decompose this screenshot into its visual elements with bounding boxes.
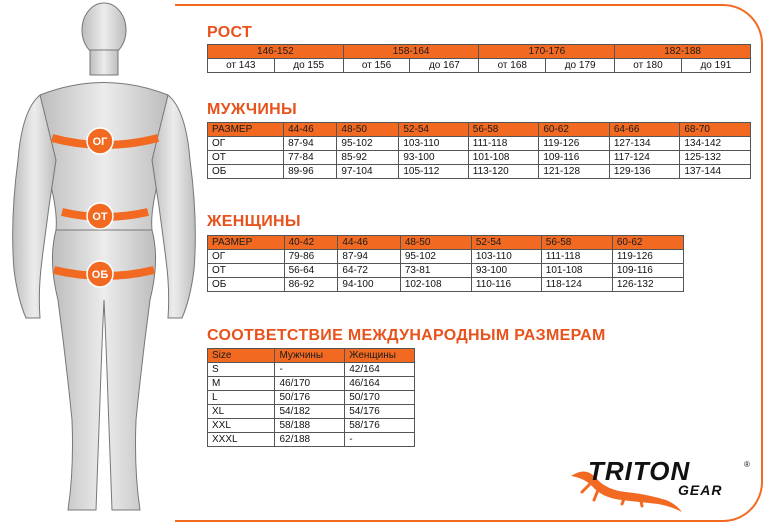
table-row	[208, 165, 751, 179]
height-title: РОСТ	[207, 24, 253, 41]
table-cell: XXL	[208, 419, 275, 433]
intl-table	[207, 348, 415, 447]
table-header-cell: 56-58	[468, 123, 539, 137]
table-cell: 110-116	[471, 278, 541, 292]
height-range: 146-152	[208, 45, 344, 59]
table-row	[208, 264, 684, 278]
table-cell: 117-124	[609, 151, 680, 165]
table-cell: 101-108	[468, 151, 539, 165]
table-cell: 101-108	[541, 264, 612, 278]
table-cell: 50/170	[345, 391, 415, 405]
table-row	[208, 363, 415, 377]
table-cell: ОГ	[208, 250, 285, 264]
table-cell: ОТ	[208, 151, 284, 165]
women-table	[207, 235, 684, 292]
logo-sub: GEAR	[678, 482, 723, 498]
chest-label: ОГ	[92, 136, 108, 148]
table-header-cell: РАЗМЕР	[208, 236, 285, 250]
table-cell: 109-116	[539, 151, 610, 165]
table-cell: XXXL	[208, 433, 275, 447]
table-cell: 126-132	[612, 278, 683, 292]
table-cell: 137-144	[680, 165, 751, 179]
table-cell: 125-132	[680, 151, 751, 165]
men-title: МУЖЧИНЫ	[207, 101, 297, 118]
table-header-cell: 44-46	[284, 123, 337, 137]
table-cell: 58/176	[345, 419, 415, 433]
women-title: ЖЕНЩИНЫ	[207, 213, 301, 230]
table-cell: 93-100	[399, 151, 468, 165]
triton-gear-logo	[566, 456, 756, 516]
table-cell: 111-118	[541, 250, 612, 264]
table-header-cell: 56-58	[541, 236, 612, 250]
table-cell: 119-126	[612, 250, 683, 264]
table-cell: 50/176	[275, 391, 345, 405]
table-header-cell: 48-50	[400, 236, 471, 250]
table-cell: 86-92	[284, 278, 338, 292]
table-cell: ОТ	[208, 264, 285, 278]
logo-brand: TRITON	[588, 456, 691, 486]
height-sub: от 168	[479, 59, 546, 73]
height-sub: от 143	[208, 59, 275, 73]
height-sub: от 180	[615, 59, 682, 73]
table-cell: 119-126	[539, 137, 610, 151]
table-cell: 95-102	[337, 137, 399, 151]
table-cell: 105-112	[399, 165, 468, 179]
table-cell: 95-102	[400, 250, 471, 264]
table-cell: 62/188	[275, 433, 345, 447]
table-row	[208, 278, 684, 292]
table-row	[208, 433, 415, 447]
table-header-cell: Женщины	[345, 349, 415, 363]
table-cell: 42/164	[345, 363, 415, 377]
table-header-cell: 48-50	[337, 123, 399, 137]
logo-reg: ®	[744, 460, 750, 469]
table-cell: 54/182	[275, 405, 345, 419]
height-table	[207, 44, 751, 73]
table-header-cell: 52-54	[471, 236, 541, 250]
table-header-cell: 40-42	[284, 236, 338, 250]
table-header-cell: 64-66	[609, 123, 680, 137]
table-header-cell: Мужчины	[275, 349, 345, 363]
table-cell: -	[275, 363, 345, 377]
table-cell: 127-134	[609, 137, 680, 151]
table-row	[208, 405, 415, 419]
table-cell: 46/170	[275, 377, 345, 391]
men-table	[207, 122, 751, 179]
table-cell: 113-120	[468, 165, 539, 179]
table-cell: M	[208, 377, 275, 391]
table-cell: ОБ	[208, 165, 284, 179]
table-cell: 111-118	[468, 137, 539, 151]
table-row	[208, 377, 415, 391]
table-cell: 58/188	[275, 419, 345, 433]
height-sub: до 191	[681, 59, 750, 73]
height-sub: до 155	[274, 59, 343, 73]
table-cell: 46/164	[345, 377, 415, 391]
table-cell: 134-142	[680, 137, 751, 151]
body-figure-illustration	[0, 0, 200, 528]
hips-label: ОБ	[91, 269, 109, 281]
table-header-cell: 44-46	[338, 236, 400, 250]
intl-title: СООТВЕТСТВИЕ МЕЖДУНАРОДНЫМ РАЗМЕРАМ	[207, 327, 606, 344]
table-cell: 79-86	[284, 250, 338, 264]
table-cell: 118-124	[541, 278, 612, 292]
table-cell: 56-64	[284, 264, 338, 278]
table-cell: 73-81	[400, 264, 471, 278]
table-header-cell: РАЗМЕР	[208, 123, 284, 137]
height-range: 158-164	[343, 45, 479, 59]
table-cell: 87-94	[338, 250, 400, 264]
table-cell: L	[208, 391, 275, 405]
table-cell: -	[345, 433, 415, 447]
table-row	[208, 419, 415, 433]
table-row	[208, 391, 415, 405]
table-row	[208, 250, 684, 264]
height-sub: до 179	[546, 59, 615, 73]
table-cell: 64-72	[338, 264, 400, 278]
table-cell: 121-128	[539, 165, 610, 179]
table-cell: 85-92	[337, 151, 399, 165]
height-sub: до 167	[410, 59, 479, 73]
table-cell: 103-110	[399, 137, 468, 151]
table-cell: ОБ	[208, 278, 285, 292]
table-cell: XL	[208, 405, 275, 419]
table-cell: 89-96	[284, 165, 337, 179]
table-row	[208, 137, 751, 151]
table-cell: 54/176	[345, 405, 415, 419]
waist-label: ОТ	[92, 211, 108, 223]
table-cell: 97-104	[337, 165, 399, 179]
height-range: 182-188	[615, 45, 751, 59]
table-cell: 87-94	[284, 137, 337, 151]
table-header-cell: 60-62	[612, 236, 683, 250]
table-row	[208, 151, 751, 165]
table-header-cell: 68-70	[680, 123, 751, 137]
table-cell: S	[208, 363, 275, 377]
table-header-cell: 60-62	[539, 123, 610, 137]
table-cell: 94-100	[338, 278, 400, 292]
table-header-cell: Size	[208, 349, 275, 363]
table-cell: 129-136	[609, 165, 680, 179]
table-cell: 103-110	[471, 250, 541, 264]
table-header-cell: 52-54	[399, 123, 468, 137]
height-sub: от 156	[343, 59, 410, 73]
table-cell: 102-108	[400, 278, 471, 292]
table-cell: ОГ	[208, 137, 284, 151]
table-cell: 77-84	[284, 151, 337, 165]
height-range: 170-176	[479, 45, 615, 59]
table-cell: 93-100	[471, 264, 541, 278]
table-cell: 109-116	[612, 264, 683, 278]
